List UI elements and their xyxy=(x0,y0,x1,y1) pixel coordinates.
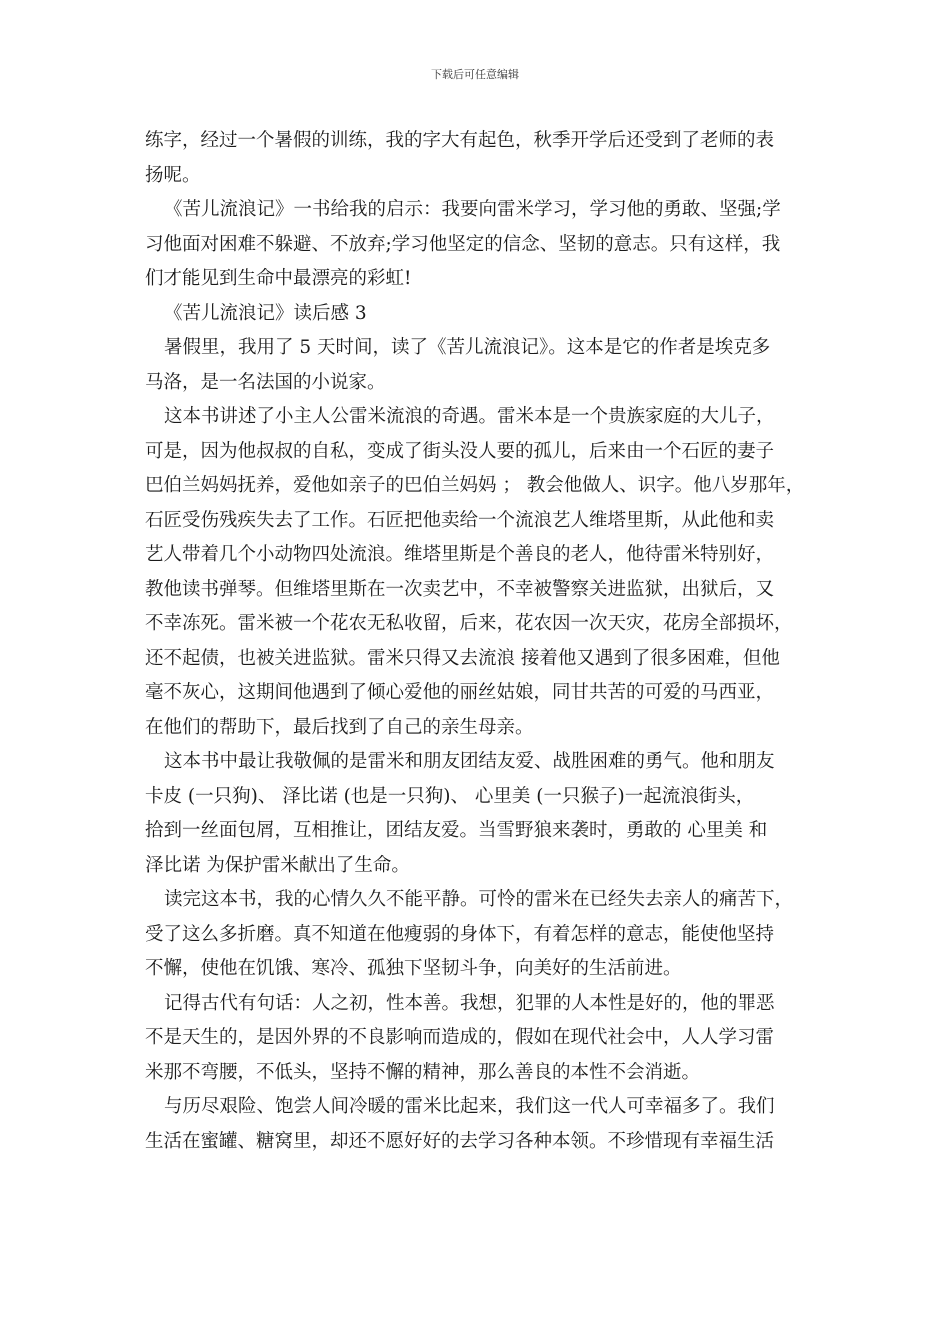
text-line: 们才能见到生命中最漂亮的彩虹! xyxy=(145,268,412,289)
text-line: 泽比诺 为保护雷米献出了生命。 xyxy=(145,854,410,876)
text-line: 米那不弯腰，不低头，坚持不懈的精神，那么善良的本性不会消逝。 xyxy=(145,1061,701,1083)
text-line: 教他读书弹琴。但维塔里斯在一次卖艺中，不幸被警察关进监狱，出狱后，又 xyxy=(145,578,775,600)
text-line: 与历尽艰险、饱尝人间冷暖的雷米比起来，我们这一代人可幸福多了。我们 xyxy=(164,1096,775,1117)
text-line: 不是天生的，是因外界的不良影响而造成的，假如在现代社会中，人人学习雷 xyxy=(145,1027,775,1048)
text-line: 艺人带着几个小动物四处流浪。维塔里斯是个善良的老人，他待雷米特别好， xyxy=(145,544,775,565)
document-body xyxy=(145,124,810,1159)
text-line: 巴伯兰妈妈抚养，爱他如亲子的巴伯兰妈妈 ； 教会他做人、识字。他八岁那年， xyxy=(145,475,805,496)
text-line: 《苦儿流浪记》读后感 3 xyxy=(164,302,367,324)
text-line: 练字，经过一个暑假的训练，我的字大有起色，秋季开学后还受到了老师的表 xyxy=(145,130,775,151)
text-line: 《苦儿流浪记》一书给我的启示：我要向雷米学习，学习他的勇敢、坚强;学 xyxy=(164,199,781,220)
text-line: 不懈，使他在饥饿、寒冷、孤独下坚韧斗争，向美好的生活前进。 xyxy=(145,958,682,979)
page-header: 下载后可任意编辑 xyxy=(431,68,519,81)
text-line: 毫不灰心，这期间他遇到了倾心爱他的丽丝姑娘，同甘共苦的可爱的马西亚， xyxy=(145,682,775,703)
text-line: 马洛，是一名法国的小说家。 xyxy=(145,371,386,393)
text-line: 卡皮 (一只狗)、 泽比诺 (也是一只狗)、 心里美 (一只猴子)一起流浪街头， xyxy=(145,785,755,807)
text-line: 习他面对困难不躲避、不放弃;学习他坚定的信念、坚韧的意志。只有这样，我 xyxy=(145,233,781,255)
text-line: 拾到一丝面包屑，互相推让，团结友爱。当雪野狼来袭时，勇敢的 心里美 和 xyxy=(145,820,768,841)
text-line: 不幸冻死。雷米被一个花农无私收留，后来，花农因一次天灾，花房全部损坏， xyxy=(145,613,793,634)
text-line: 石匠受伤残疾失去了工作。石匠把他卖给一个流浪艺人维塔里斯，从此他和卖 xyxy=(145,509,775,531)
text-line: 暑假里，我用了 5 天时间，读了《苦儿流浪记》。这本是它的作者是埃克多 xyxy=(164,337,771,358)
text-line: 可是，因为他叔叔的自私，变成了街头没人要的孤儿，后来由一个石匠的妻子 xyxy=(145,440,775,462)
text-line: 受了这么多折磨。真不知道在他瘦弱的身体下，有着怎样的意志，能使他坚持 xyxy=(145,923,775,945)
text-line: 在他们的帮助下，最后找到了自己的亲生母亲。 xyxy=(145,716,534,738)
text-line: 还不起债，也被关进监狱。雷米只得又去流浪 接着他又遇到了很多困难，但他 xyxy=(145,647,780,669)
text-line: 记得古代有句话：人之初，性本善。我想，犯罪的人本性是好的，他的罪恶 xyxy=(164,992,775,1014)
text-line: 这本书中最让我敬佩的是雷米和朋友团结友爱、战胜困难的勇气。他和朋友 xyxy=(164,751,775,772)
text-line: 读完这本书，我的心情久久不能平静。可怜的雷米在已经失去亲人的痛苦下， xyxy=(164,889,794,910)
text-line: 这本书讲述了小主人公雷米流浪的奇遇。雷米本是一个贵族家庭的大儿子， xyxy=(164,406,775,427)
text-line: 扬呢。 xyxy=(145,164,201,186)
text-line: 生活在蜜罐、糖窝里，却还不愿好好的去学习各种本领。不珍惜现有幸福生活 xyxy=(145,1130,775,1152)
